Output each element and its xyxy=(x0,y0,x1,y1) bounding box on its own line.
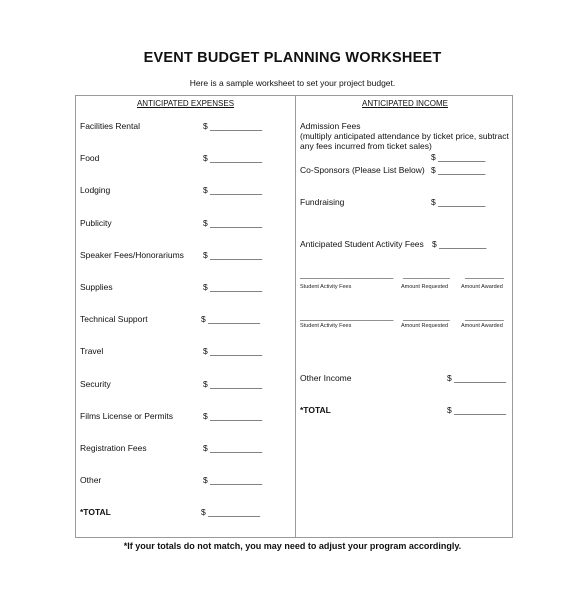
activity-caption-1: Student Activity Fees xyxy=(300,284,352,290)
income-total-field[interactable]: $ ___________ xyxy=(447,405,507,415)
expense-amount-field[interactable]: $ ___________ xyxy=(203,379,263,389)
worksheet-subtitle: Here is a sample worksheet to set your project budget. xyxy=(189,78,396,88)
cosponsors-field[interactable]: $ __________ xyxy=(431,165,486,175)
other-income-label: Other Income xyxy=(300,373,352,383)
admission-fees-label: Admission Fees xyxy=(300,121,361,131)
income-total-label: *TOTAL xyxy=(300,405,331,415)
worksheet-table xyxy=(75,95,513,538)
expense-row-label: Publicity xyxy=(80,218,112,228)
amount-awarded-line-2[interactable]: __________ xyxy=(465,314,504,321)
expense-row-label: Facilities Rental xyxy=(80,121,140,131)
requested-caption-2: Amount Requested xyxy=(401,323,449,329)
admission-fees-field[interactable]: $ __________ xyxy=(431,152,486,162)
requested-caption-1: Amount Requested xyxy=(401,284,449,290)
expense-row-label: Supplies xyxy=(80,282,113,292)
expense-row-label: Security xyxy=(80,379,111,389)
expenses-total-field[interactable]: $ ___________ xyxy=(201,507,261,517)
expense-amount-field[interactable]: $ ___________ xyxy=(203,411,263,421)
expense-row-label: Films License or Permits xyxy=(80,411,174,421)
admission-fees-note: (multiply anticipated attendance by ticket price, subtract xyxy=(300,131,509,141)
expense-amount-field[interactable]: $ ___________ xyxy=(203,218,263,228)
expense-row-label: Other xyxy=(80,475,102,485)
expense-row-label: Technical Support xyxy=(80,314,148,324)
activity-line-1[interactable]: ________________________ xyxy=(300,272,394,279)
expense-amount-field[interactable]: $ ___________ xyxy=(203,250,263,260)
expenses-header: ANTICIPATED EXPENSES xyxy=(136,99,235,108)
expense-row-label: Food xyxy=(80,153,100,163)
amount-awarded-line-1[interactable]: __________ xyxy=(465,272,504,279)
expense-amount-field[interactable]: $ ___________ xyxy=(203,346,263,356)
expense-amount-field[interactable]: $ ___________ xyxy=(203,282,263,292)
amount-requested-line-2[interactable]: ____________ xyxy=(403,314,450,321)
awarded-caption-1: Amount Awarded xyxy=(461,284,503,290)
expense-amount-field[interactable]: $ ___________ xyxy=(203,475,263,485)
footer-note: *If your totals do not match, you may need to adjust your program accordingly. xyxy=(123,541,462,551)
expense-amount-field[interactable]: $ ___________ xyxy=(203,185,263,195)
awarded-caption-2: Amount Awarded xyxy=(461,323,503,329)
cosponsors-label: Co-Sponsors (Please List Below) xyxy=(300,165,425,175)
expense-amount-field[interactable]: $ ___________ xyxy=(201,314,261,324)
student-fees-label: Anticipated Student Activity Fees xyxy=(300,239,424,249)
other-income-field[interactable]: $ ___________ xyxy=(447,373,507,383)
expense-row-label: Registration Fees xyxy=(80,443,147,453)
expense-row-label: Speaker Fees/Honorariums xyxy=(80,250,184,260)
income-header: ANTICIPATED INCOME xyxy=(362,99,448,108)
expense-amount-field[interactable]: $ ___________ xyxy=(203,443,263,453)
expense-row-label: Travel xyxy=(80,346,104,356)
fundraising-label: Fundraising xyxy=(300,197,345,207)
expense-amount-field[interactable]: $ ___________ xyxy=(203,121,263,131)
fundraising-field[interactable]: $ __________ xyxy=(431,197,486,207)
admission-fees-note-2: any fees incurred from ticket sales) xyxy=(300,141,432,151)
expense-amount-field[interactable]: $ ___________ xyxy=(203,153,263,163)
student-fees-field[interactable]: $ __________ xyxy=(432,239,487,249)
worksheet-title: EVENT BUDGET PLANNING WORKSHEET xyxy=(143,50,442,66)
activity-line-2[interactable]: ________________________ xyxy=(300,314,394,321)
amount-requested-line-1[interactable]: ____________ xyxy=(403,272,450,279)
activity-caption-2: Student Activity Fees xyxy=(300,323,352,329)
expense-row-label: Lodging xyxy=(80,185,111,195)
expenses-total-label: *TOTAL xyxy=(80,507,111,517)
column-divider xyxy=(295,96,296,537)
